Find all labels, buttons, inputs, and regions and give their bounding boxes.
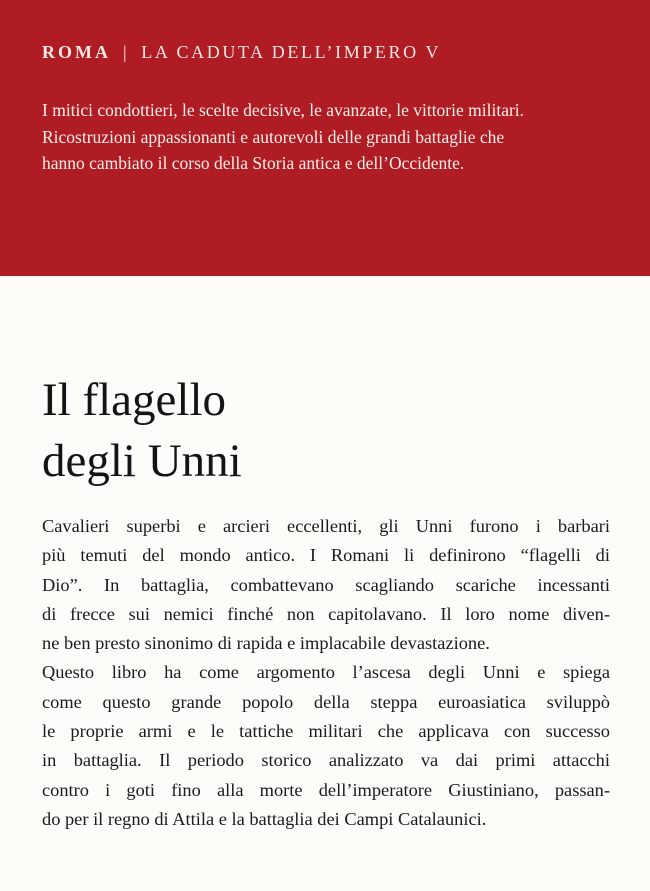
series-heading — [42, 42, 441, 63]
description-line: hanno cambiato il corso della Storia antica e dell’Occidente. — [42, 153, 465, 173]
book-title — [42, 370, 242, 492]
blurb-line: contro i goti fino alla morte dell’imperatore Giustiniano, passan- — [42, 779, 610, 800]
blurb-line: le proprie armi e le tattiche militari che applicava con successo — [42, 721, 610, 742]
blurb-line: Cavalieri superbi e arcieri eccellenti, gli Unni furono i barbari — [42, 516, 610, 536]
series-description — [42, 97, 622, 177]
book-blurb — [42, 512, 610, 834]
series-separator: | — [123, 42, 130, 62]
blurb-line: di frecce sui nemici finché non capitolavano. Il loro nome diven- — [42, 603, 610, 624]
book-title-line: degli Unni — [42, 435, 242, 487]
description-line: I mitici condottieri, le scelte decisive, le avanzate, le vittorie militari. — [42, 100, 525, 120]
blurb-line: Questo libro ha come argomento l’ascesa degli Unni e spiega — [42, 662, 610, 683]
series-brand: ROMA — [42, 42, 111, 62]
description-line: Ricostruzioni appassionanti e autorevoli delle grandi battaglie che — [42, 126, 505, 147]
blurb-line: do per il regno di Attila e la battaglia dei Campi Catalaunici. — [42, 808, 487, 829]
blurb-line: ne ben presto sinonimo di rapida e implacabile devastazione. — [42, 633, 490, 654]
blurb-line: più temuti del mondo antico. I Romani li definirono “flagelli di — [42, 545, 610, 566]
blurb-line: come questo grande popolo della steppa euroasiatica sviluppò — [42, 691, 610, 712]
blurb-line: Dio”. In battaglia, combattevano scagliando scariche incessanti — [42, 574, 610, 595]
blurb-line: in battaglia. Il periodo storico analizzato va dai primi attacchi — [42, 750, 610, 771]
series-banner — [0, 0, 650, 276]
series-title: LA CADUTA DELL’IMPERO V — [141, 42, 442, 62]
book-title-line: Il flagello — [42, 374, 227, 426]
